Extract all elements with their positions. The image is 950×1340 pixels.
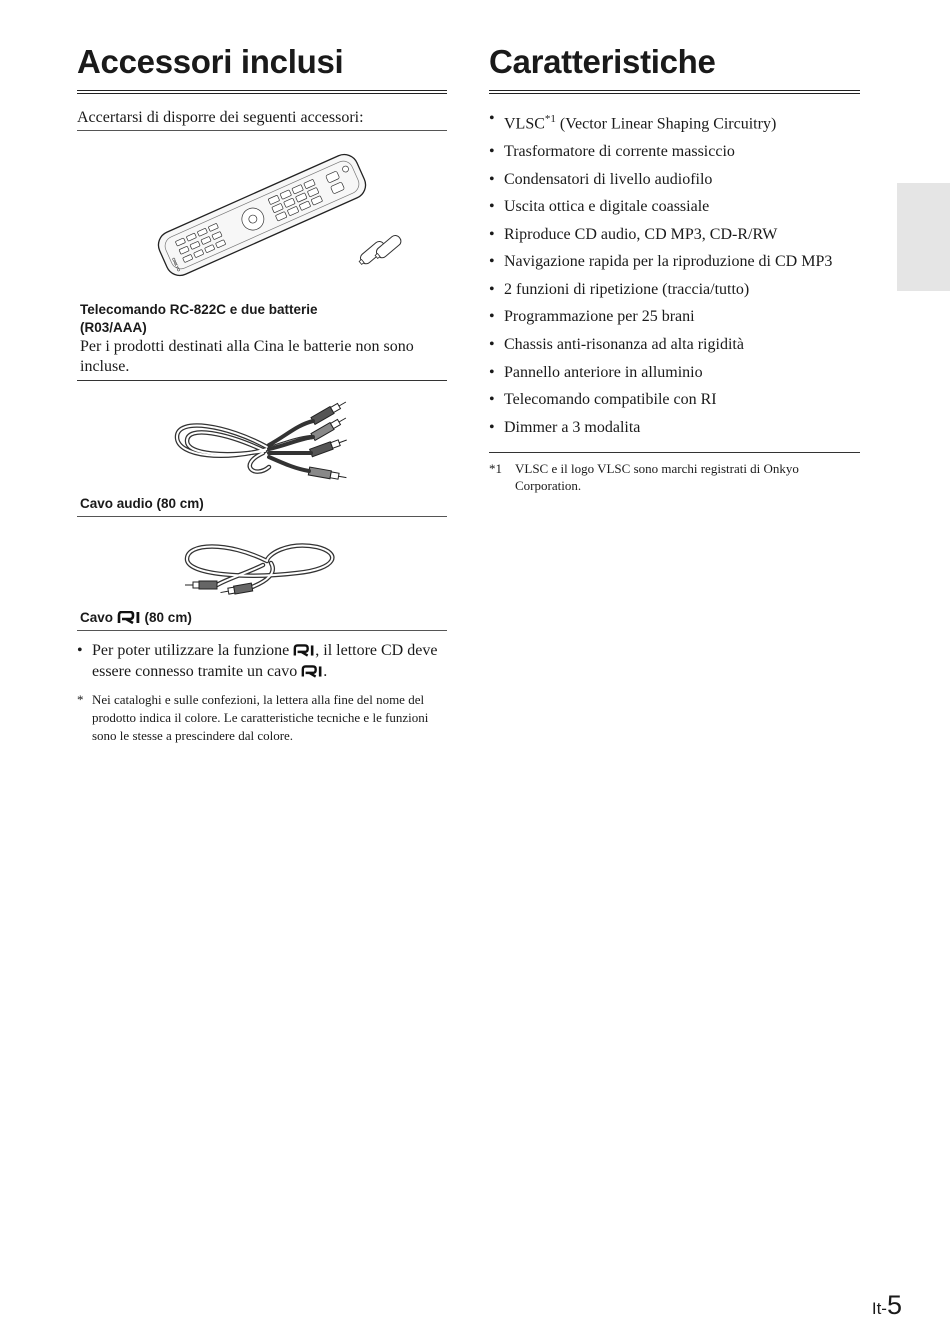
remote-caption: Telecomando RC-822C e due batterie (R03/AAA) [80,302,318,335]
vlsc-footnote: *1 VLSC e il logo VLSC sono marchi registrati di Onkyo Corporation. [489,460,799,493]
remote-accessory [77,143,447,381]
audio-cable-illustration [77,395,447,489]
ri-function-bullet: • Per poter utilizzare la funzione , il lettore CD deve essere connesso tramite un cavo . [77,640,447,682]
ri-logo-icon [301,665,323,678]
feature-item: • 2 funzioni di ripetizione (traccia/tutto) [489,280,860,300]
remote-description: Per i prodotti destinati alla Cina le batterie non sono incluse. [80,338,414,375]
color-note: * Nei cataloghi e sulle confezioni, la lettera alla fine del nome del prodotto indica il colore. Le caratteristiche tecniche e le funzioni sono le stesse a prescindere dal colore. [77,692,429,743]
feature-item: • Pannello anteriore in alluminio [489,363,860,383]
ri-cable-illustration [77,533,447,603]
remote-brand-logo: ONKYO [170,256,182,273]
language-side-tab [897,183,950,291]
audio-cable-caption: Cavo audio (80 cm) [80,496,204,511]
ri-cable-caption: Cavo (80 cm) [80,610,192,625]
feature-item: • Telecomando compatibile con RI [489,390,860,410]
features-title: Caratteristiche [489,40,860,94]
features-list [489,109,860,438]
ri-logo-icon [117,611,141,624]
feature-item: • Navigazione rapida per la riproduzione di CD MP3 [489,252,860,272]
features-column [489,40,860,494]
feature-item: • Chassis anti-risonanza ad alta rigidità [489,335,860,355]
feature-item: • Condensatori di livello audiofilo [489,170,860,190]
feature-item: • Riproduce CD audio, CD MP3, CD-R/RW [489,225,860,245]
accessories-column [77,40,447,745]
ri-logo-icon [293,644,315,657]
ri-cable-accessory [77,533,447,631]
audio-cable-accessory [77,395,447,517]
accessories-title: Accessori inclusi [77,40,447,94]
feature-item: • VLSC$^{*1}$ (Vector Linear Shaping Circuitry) [489,109,860,134]
feature-item: • Dimmer a 3 modalita [489,418,860,438]
page-number: It-5 [871,1290,902,1320]
accessories-intro: Accertarsi di disporre dei seguenti accessori: [77,108,447,131]
remote-control-illustration [77,143,447,293]
feature-item: • Trasformatore di corrente massiccio [489,142,860,162]
feature-item: • Programmazione per 25 brani [489,307,860,327]
ri-function-bullet-list [77,640,447,682]
footnote-divider [489,452,860,453]
feature-item: • Uscita ottica e digitale coassiale [489,197,860,217]
